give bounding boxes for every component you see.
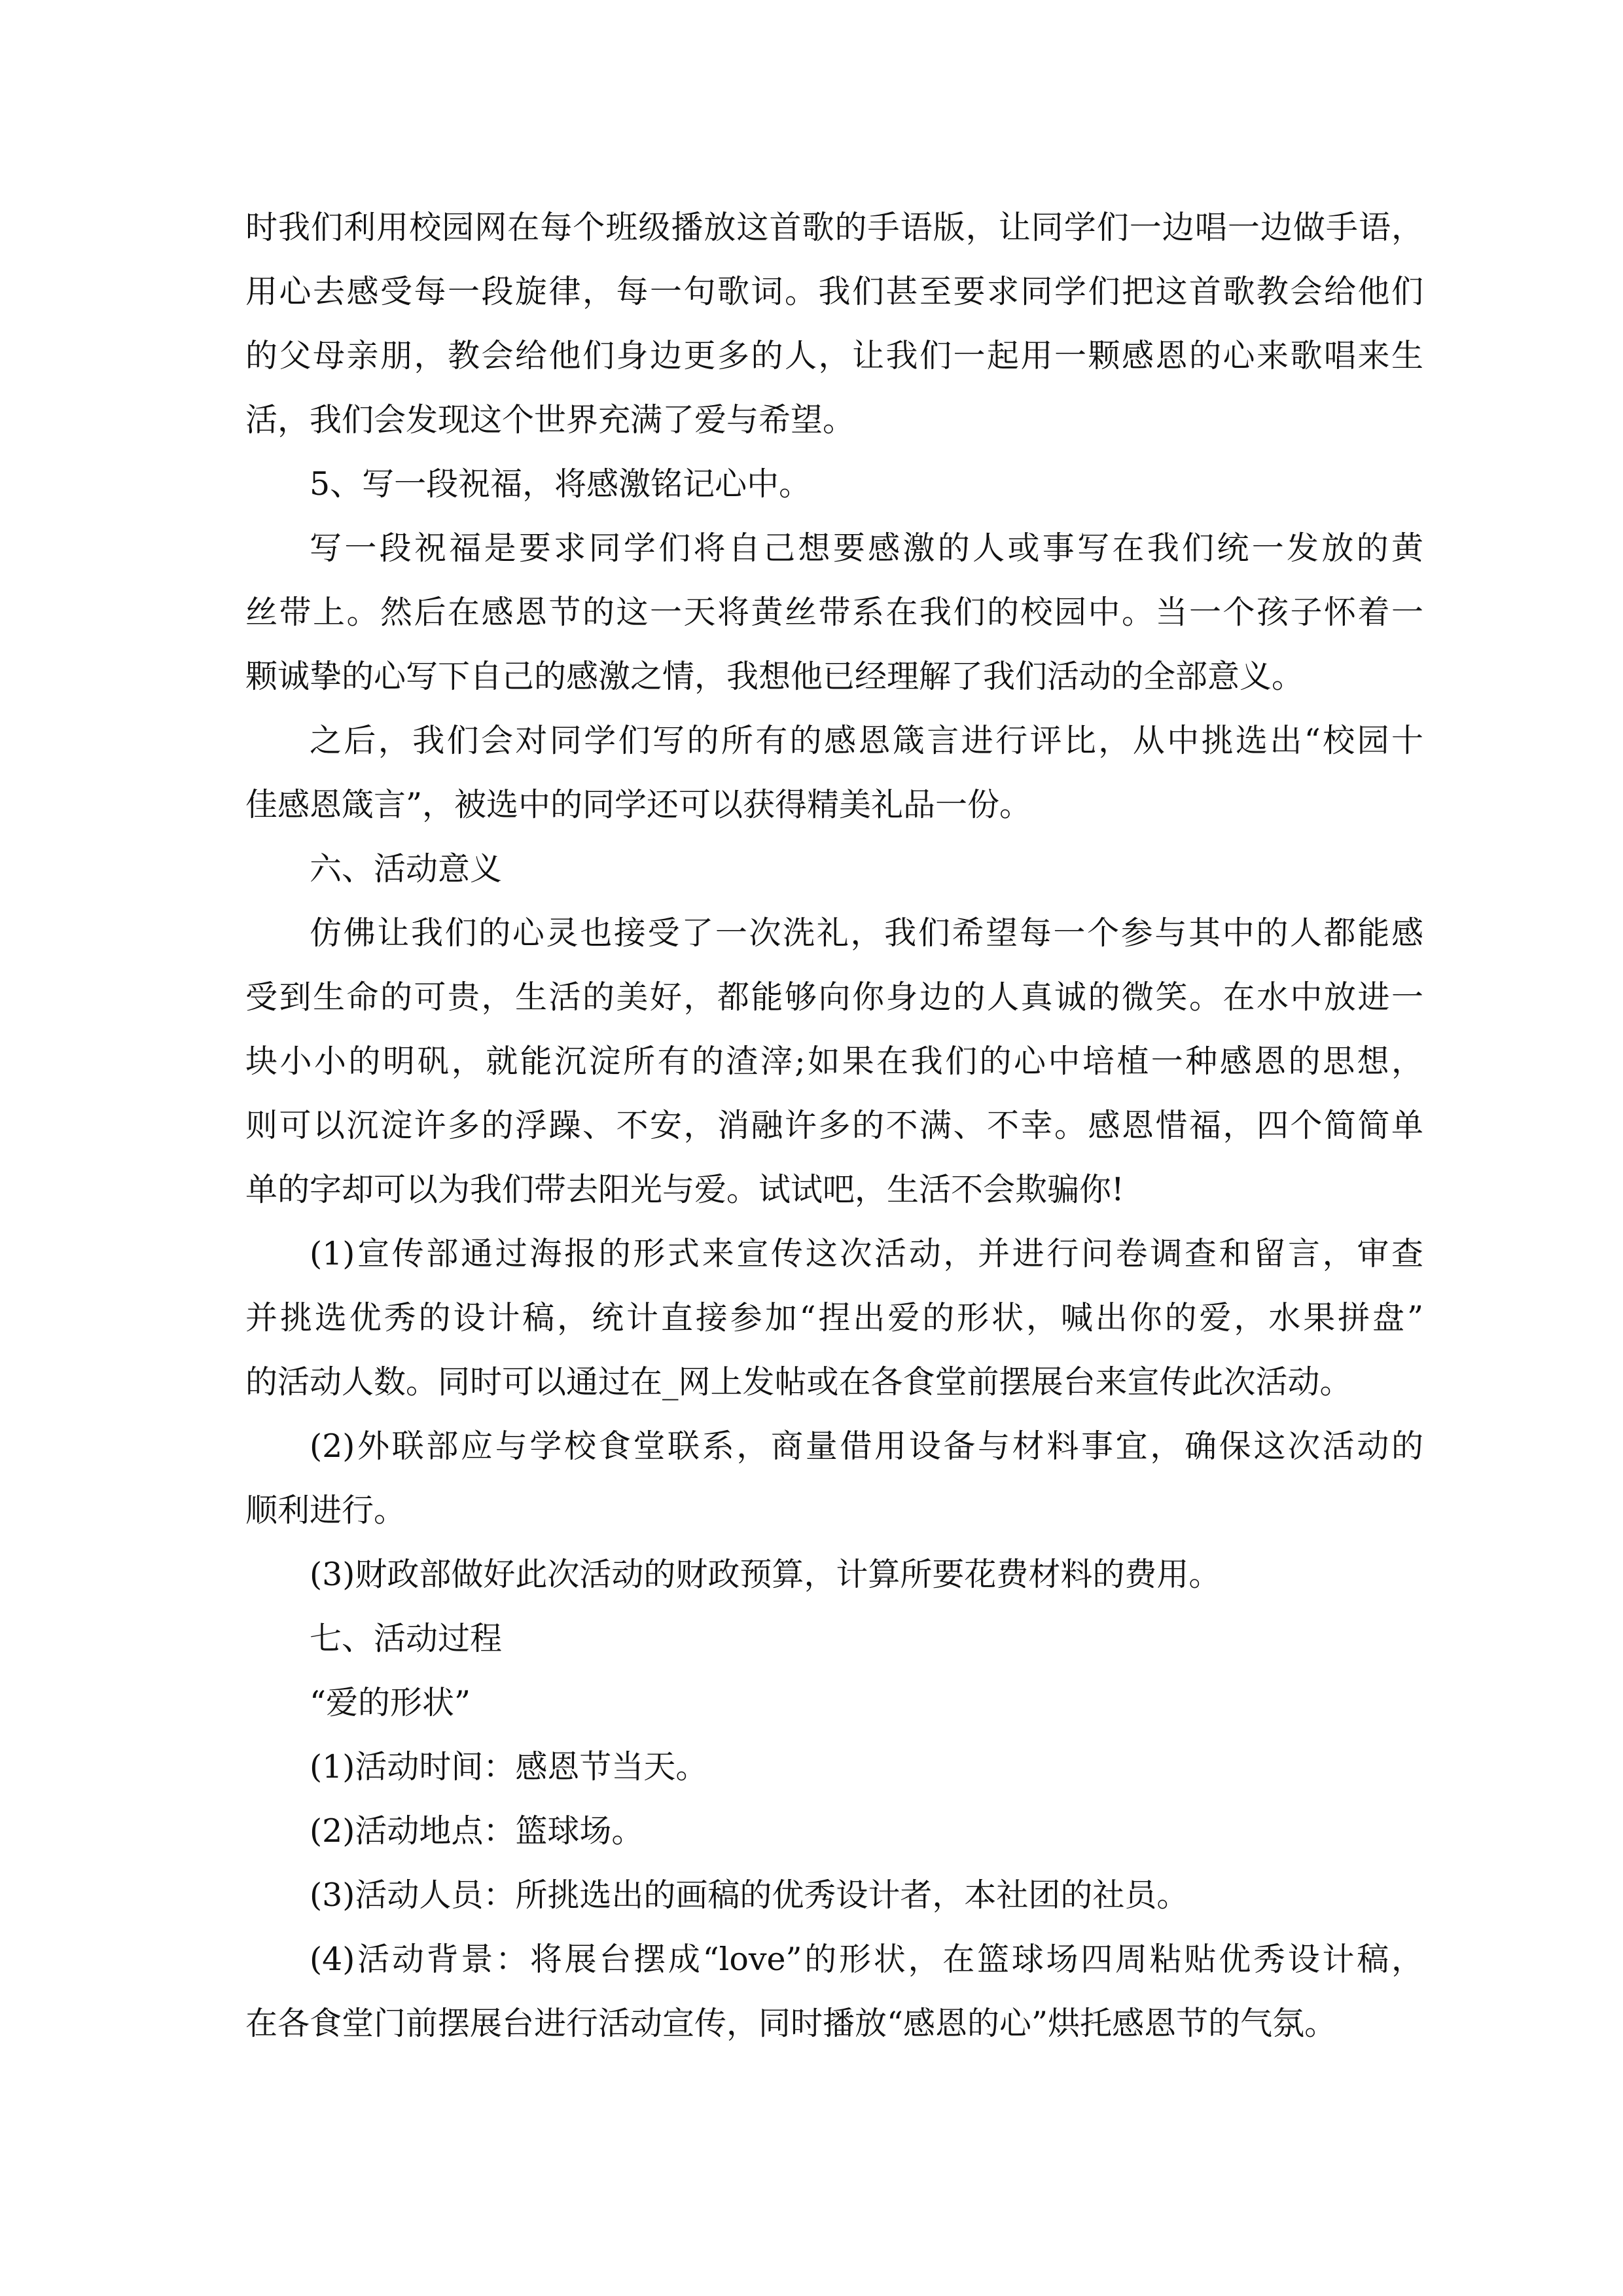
text-line: 之后，我们会对同学们写的所有的感恩箴言进行评比，从中挑选出“校园十 [310,722,1423,759]
text-line: 颗诚挚的心写下自己的感激之情，我想他已经理解了我们活动的全部意义。 [245,658,1304,695]
section-heading: 5、写一段祝福，将感激铭记心中。 [310,465,812,503]
text-line: 在各食堂门前摆展台进行活动宣传，同时播放“感恩的心”烘托感恩节的气氛。 [245,2005,1337,2042]
text-line: 受到生命的可贵，生活的美好，都能够向你身边的人真诚的微笑。在水中放进一 [245,978,1423,1016]
text-line: 单的字却可以为我们带去阳光与爱。试试吧，生活不会欺骗你! [245,1171,1124,1208]
text-line: 块小小的明矾，就能沉淀所有的渣滓;如果在我们的心中培植一种感恩的思想， [245,1043,1423,1080]
list-item: (4)活动背景：将展台摆成“love”的形状，在篮球场四周粘贴优秀设计稿， [310,1941,1423,1978]
text-line: 顺利进行。 [245,1492,406,1529]
list-item: (2)活动地点：篮球场。 [310,1812,644,1850]
subsection-title: “爱的形状” [310,1684,471,1721]
text-line: 的父母亲朋，教会给他们身边更多的人，让我们一起用一颗感恩的心来歌唱来生 [245,337,1423,374]
text-line: 仿佛让我们的心灵也接受了一次洗礼，我们希望每一个参与其中的人都能感 [310,914,1423,952]
section-heading: 七、活动过程 [310,1620,503,1657]
list-item: (3)活动人员：所挑选出的画稿的优秀设计者，本社团的社员。 [310,1876,1189,1914]
section-heading: 六、活动意义 [310,850,503,888]
text-line: (1)宣传部通过海报的形式来宣传这次活动，并进行问卷调查和留言，审查 [310,1235,1423,1272]
text-line: 写一段祝福是要求同学们将自己想要感激的人或事写在我们统一发放的黄 [310,529,1423,567]
text-line: 用心去感受每一段旋律，每一句歌词。我们甚至要求同学们把这首歌教会给他们 [245,273,1423,310]
text-line: 时我们利用校园网在每个班级播放这首歌的手语版，让同学们一边唱一边做手语， [245,209,1423,246]
text-line: 丝带上。然后在感恩节的这一天将黄丝带系在我们的校园中。当一个孩子怀着一 [245,594,1423,631]
text-line: 并挑选优秀的设计稿，统计直接参加“捏出爱的形状，喊出你的爱，水果拼盘” [245,1299,1423,1336]
list-item: (1)活动时间：感恩节当天。 [310,1748,708,1785]
text-line: (3)财政部做好此次活动的财政预算，计算所要花费材料的费用。 [310,1556,1221,1593]
text-line: 则可以沉淀许多的浮躁、不安，消融许多的不满、不幸。感恩惜福，四个简简单 [245,1107,1423,1144]
text-line: 的活动人数。同时可以通过在_网上发帖或在各食堂前摆展台来宣传此次活动。 [245,1363,1352,1401]
text-line: 佳感恩箴言”，被选中的同学还可以获得精美礼品一份。 [245,786,1032,823]
text-line: 活，我们会发现这个世界充满了爱与希望。 [245,401,855,439]
text-line: (2)外联部应与学校食堂联系，商量借用设备与材料事宜，确保这次活动的 [310,1427,1423,1465]
